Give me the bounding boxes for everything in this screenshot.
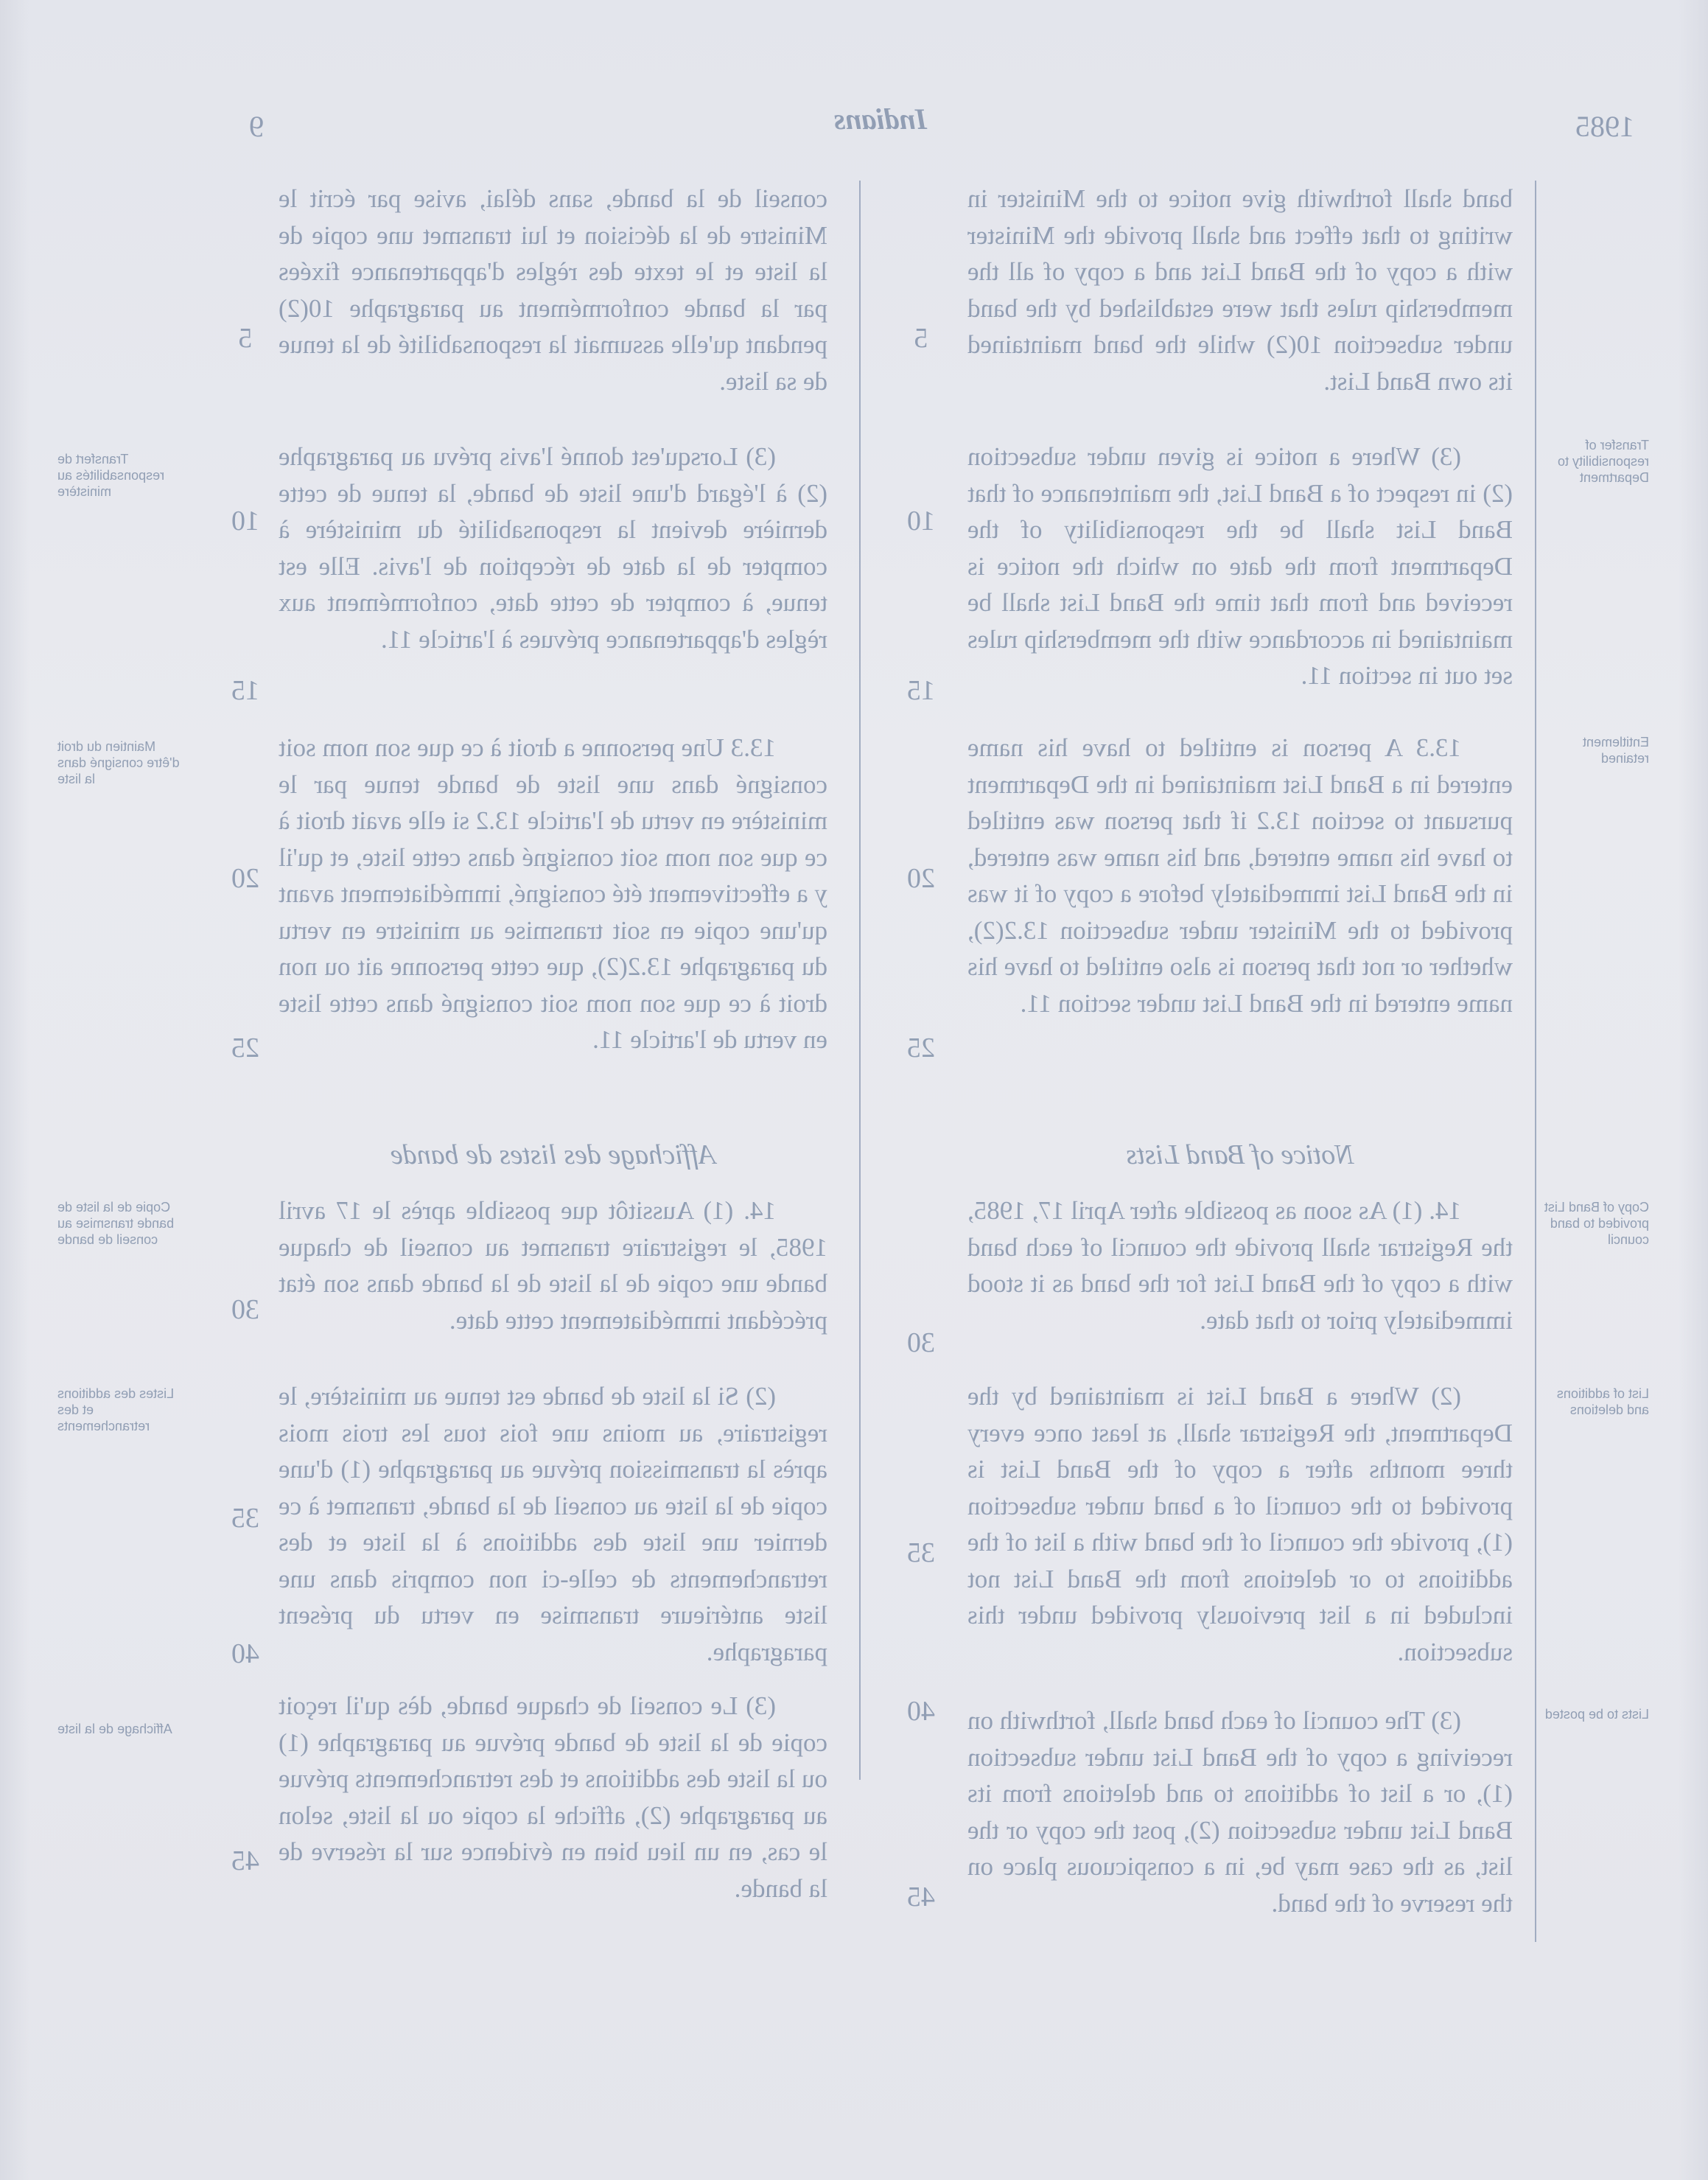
margin-note-fr-1: Transfert de responsabilités au ministère — [57, 452, 165, 499]
margin-note-en-1: Transfer of responsibility to Department — [1557, 438, 1649, 485]
en-line-number-25: 25 — [907, 1033, 935, 1063]
fr-paragraph-3: 13.3 Une personne a droit à ce que son nom soit consigné dans une liste de bande tenue par le ministère en vertu de l'article 13.2 si elle avait droit à ce que son nom soit consigné dans cette liste, et qu'il y a effectivement été consigné, immédiatement avant qu'une copie en soit transmise au ministre en vertu du paragraphe 13.2(2), que cette personne ait ou non droit à ce que son nom soit consigné dans cette liste en vertu de l'article 11. — [279, 733, 827, 1054]
fr-section-heading: Affichage des listes de bande — [390, 1139, 716, 1170]
fr-paragraph-6: (3) Le conseil de chaque bande, dès qu'il reçoit copie de la liste de bande prévue au paragraphe (1) ou la liste des additions et des retranchements prévue au paragraphe (2), affiche la copie ou la liste, selon le cas, en un lieu bien en évidence sur la réserve de la bande. — [279, 1691, 827, 1903]
fr-line-number-35: 35 — [231, 1503, 259, 1534]
fr-line-number-10: 10 — [231, 506, 259, 537]
margin-note-fr-5: Affichage de la liste — [57, 1722, 172, 1736]
margin-note-en-2: Entitlement retained — [1582, 735, 1649, 766]
fr-paragraph-4: 14. (1) Aussitôt que possible après le 17 avril 1985, le registraire transmet au conseil de chaque bande une copie de la liste de la bande dans son état précédant immédiatement cette date. — [279, 1196, 827, 1335]
en-line-number-5: 5 — [914, 323, 928, 354]
fr-line-number-25: 25 — [231, 1033, 259, 1063]
en-line-number-15: 15 — [907, 675, 935, 706]
margin-note-en-4: List of additions and deletions — [1556, 1386, 1649, 1417]
en-paragraph-5: (2) Where a Band List is maintained by the Department, the Registrar shall, at least once every three months after a copy of the Band List is provided to the council of a band under subsection (1), provide the council of the band with a list of the additions to or deletions from the Band List not included in a list previously provided under this subsection. — [967, 1382, 1513, 1666]
margin-note-en-5: Lists to be posted — [1544, 1707, 1649, 1722]
header-chapter: 9 — [249, 110, 264, 143]
fr-line-number-45: 45 — [231, 1845, 259, 1876]
en-paragraph-2: (3) Where a notice is given under subsection (2) in respect of a Band List, the maintenance of that Band List shall be the responsibility of the Department from the date on which the notice is received and from that time the Band List shall be maintained in accordance with the membership rules set out in section 11. — [967, 442, 1513, 690]
en-line-number-10: 10 — [907, 506, 935, 537]
margin-note-en-3: Copy of Band List provided to band council — [1544, 1200, 1649, 1247]
fr-line-number-30: 30 — [231, 1294, 259, 1325]
fr-paragraph-1: conseil de la bande, sans délai, avise par écrit le Ministre de la décision et lui transmet une copie de la liste et le texte des règles d'appartenance fixées par la bande conformément au paragraphe 10(2) pendant qu'elle assumait la responsabilité de la tenue de sa liste. — [279, 184, 827, 396]
rule-center — [859, 181, 861, 1780]
margin-note-fr-2: Maintien du droit d'être consigné dans la liste — [57, 739, 180, 786]
en-paragraph-3: 13.3 A person is entitled to have his name entered in a Band List maintained in the Department pursuant to section 13.2 if that person was entitled to have his name entered, and his name was entered, in the Band List immediately before a copy of it was provided to the Minister under subsection 13.2(2), whether or not that person is also entitled to have his name entered in the Band List under section 11. — [967, 733, 1513, 1018]
fr-line-number-40: 40 — [231, 1638, 259, 1669]
en-line-number-45: 45 — [907, 1882, 935, 1912]
fr-line-number-5: 5 — [238, 323, 253, 354]
en-paragraph-1: band shall forthwith give notice to the Minister in writing to that effect and shall provide the Minister with a copy of the Band List and a copy of all the membership rules that were established by the band under subsection 10(2) while the band maintained its own Band List. — [967, 184, 1513, 396]
header-year: 1985 — [1575, 110, 1634, 143]
fr-paragraph-2: (3) Lorsqu'est donné l'avis prévu au paragraphe (2) à l'égard d'une liste de bande, la tenue de cette dernière devient la responsabilité du ministère à compter de la date de réception de l'avis. Elle est tenue, à compter de cette date, conformément aux règles d'appartenance prévues à l'article 11. — [279, 442, 827, 654]
margin-note-fr-4: Listes des additions et des retranchements — [57, 1386, 175, 1433]
en-line-number-35: 35 — [907, 1537, 935, 1568]
en-paragraph-4: 14. (1) As soon as possible after April 17, 1985, the Registrar shall provide the council of each band with a copy of the Band List for the band as it stood immediately prior to that date. — [967, 1196, 1513, 1335]
fr-line-number-15: 15 — [231, 675, 259, 706]
rule-left — [1535, 181, 1536, 1942]
header-title: Indians — [833, 102, 927, 136]
margin-note-fr-3: Copie de la liste de bande transmise au conseil de bande — [57, 1200, 175, 1247]
en-line-number-40: 40 — [907, 1696, 935, 1727]
fr-line-number-20: 20 — [231, 863, 259, 894]
en-line-number-30: 30 — [907, 1327, 935, 1358]
fr-paragraph-5: (2) Si la liste de bande est tenue au ministère, le registraire, au moins une fois tous les trois mois après la transmission prévue au paragraphe (1) d'une copie de la liste au conseil de la bande, transmet à ce dernier une liste des additions à la liste et des retranchements de celle-ci non compris dans une liste antérieure transmise en vertu du présent paragraphe. — [279, 1382, 827, 1666]
en-paragraph-6: (3) The council of each band shall, forthwith on receiving a copy of the Band List under subsection (1), or a list of additions to and deletions from its Band List under subsection (2), post the copy or the list, as the case may be, in a conspicuous place on the reserve of the band. — [967, 1706, 1513, 1918]
en-section-heading: Notice of Band Lists — [1126, 1139, 1354, 1170]
en-line-number-20: 20 — [907, 863, 935, 894]
